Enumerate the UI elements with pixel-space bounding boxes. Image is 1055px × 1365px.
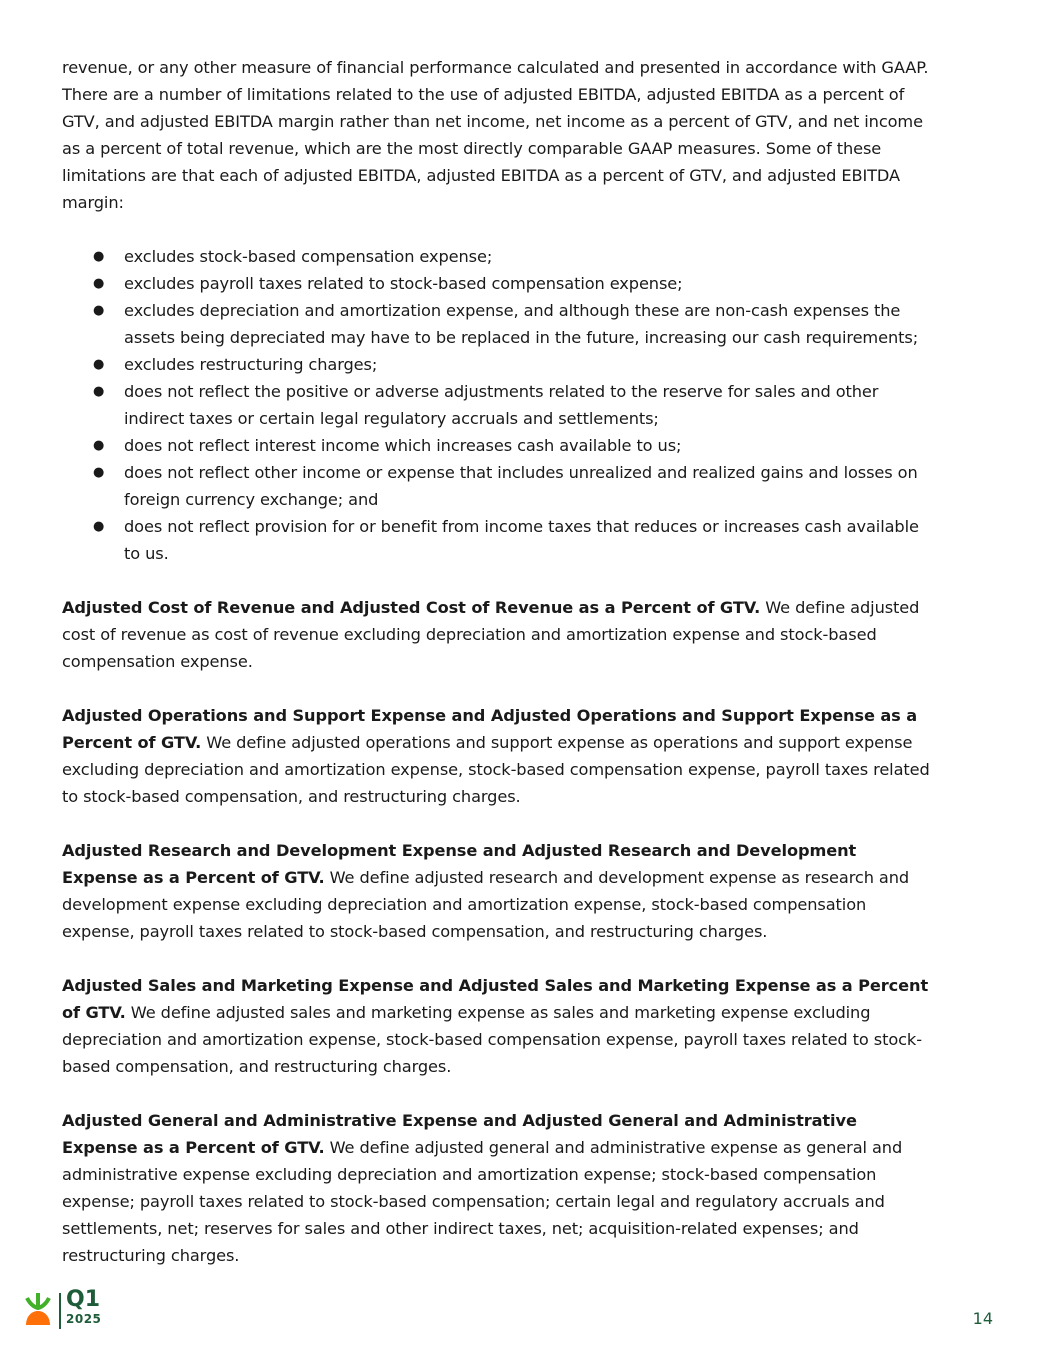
section-body: We define adjusted sales and marketing expense as sales and marketing expense excluding depreciation and amortization expense, stock-based compensation expense, payroll taxes related to stock-based compensation, and restructuring charges. bbox=[62, 1003, 922, 1076]
section-body: We define adjusted general and administrative expense as general and administrative expense excluding depreciation and amortization expense; stock-based compensation expense; payroll taxes related to stock-based compensation; certain legal and regulatory accruals and settlements, net; reserves for sales and other indirect taxes, net; acquisition-related expenses; and restructuring charges. bbox=[62, 1138, 903, 1265]
list-item: ● does not reflect the positive or adverse adjustments related to the reserve for sales and other indirect taxes or certain legal regulatory accruals and settlements; bbox=[62, 378, 934, 432]
list-item: ● excludes depreciation and amortization expense, and although these are non-cash expenses the assets being depreciated may have to be replaced in the future, increasing our cash requirements; bbox=[62, 297, 934, 351]
bullet-icon: ● bbox=[93, 276, 105, 291]
intro-paragraph: revenue, or any other measure of financial performance calculated and presented in accordance with GAAP. There are a number of limitations related to the use of adjusted EBITDA, adjusted EBITDA as a percent of GTV, and adjusted EBITDA margin rather than net income, net income as a percent of GTV, and net income as a percent of total revenue, which are the most directly comparable GAAP measures. Some of these limitations are that each of adjusted EBITDA, adjusted EBITDA as a percent of GTV, and adjusted EBITDA margin: bbox=[62, 58, 929, 212]
section-body: We define adjusted operations and support expense as operations and support expense excluding depreciation and amortization expense, stock-based compensation expense, payroll taxes related to stock-based compensation, and restructuring charges. bbox=[62, 733, 930, 806]
list-item: ● excludes stock-based compensation expense; bbox=[62, 243, 934, 270]
section-adjusted-general-administrative bbox=[62, 1107, 934, 1269]
page-number: 14 bbox=[972, 1309, 993, 1328]
section-heading: Adjusted Research and Development Expense and Adjusted Research and Development Expense as a Percent of GTV. bbox=[62, 841, 857, 887]
list-item: ● does not reflect provision for or benefit from income taxes that reduces or increases cash available to us. bbox=[62, 513, 934, 567]
bullet-icon: ● bbox=[93, 249, 105, 264]
list-item: ● does not reflect other income or expense that includes unrealized and realized gains and losses on foreign currency exchange; and bbox=[62, 459, 934, 513]
list-item: ● excludes restructuring charges; bbox=[62, 351, 934, 378]
section-adjusted-research-development bbox=[62, 837, 934, 945]
logo-divider bbox=[59, 1293, 61, 1329]
limitations-list bbox=[62, 243, 934, 567]
section-body: We define adjusted cost of revenue as cost of revenue excluding depreciation and amortization expense and stock-based compensation expense. bbox=[62, 598, 920, 671]
quarter: Q1 bbox=[66, 1287, 101, 1312]
section-adjusted-operations-support bbox=[62, 702, 934, 810]
bullet-icon: ● bbox=[93, 384, 105, 399]
bullet-icon: ● bbox=[93, 303, 105, 318]
section-heading: Adjusted Cost of Revenue and Adjusted Cost of Revenue as a Percent of GTV. bbox=[62, 598, 761, 617]
bullet-icon: ● bbox=[93, 519, 105, 534]
section-heading: Adjusted Operations and Support Expense and Adjusted Operations and Support Expense as a Percent of GTV. bbox=[62, 706, 918, 752]
section-adjusted-sales-marketing bbox=[62, 972, 934, 1080]
bullet-icon: ● bbox=[93, 357, 105, 372]
list-item: ● does not reflect interest income which increases cash available to us; bbox=[62, 432, 934, 459]
bullet-icon: ● bbox=[93, 465, 105, 480]
section-adjusted-cost-of-revenue bbox=[62, 594, 934, 675]
section-heading: Adjusted Sales and Marketing Expense and Adjusted Sales and Marketing Expense as a Percent of GTV. bbox=[62, 976, 929, 1022]
quarter-label bbox=[66, 1288, 101, 1326]
section-body: We define adjusted research and development expense as research and development expense excluding depreciation and amortization expense, stock-based compensation expense, payroll taxes related to stock-based compensation, and restructuring charges. bbox=[62, 868, 910, 941]
bullet-icon: ● bbox=[93, 438, 105, 453]
document-body bbox=[62, 54, 934, 1296]
section-heading: Adjusted General and Administrative Expense and Adjusted General and Administrative Expense as a Percent of GTV. bbox=[62, 1111, 857, 1157]
year: 2025 bbox=[66, 1312, 102, 1326]
list-item: ● excludes payroll taxes related to stock-based compensation expense; bbox=[62, 270, 934, 297]
